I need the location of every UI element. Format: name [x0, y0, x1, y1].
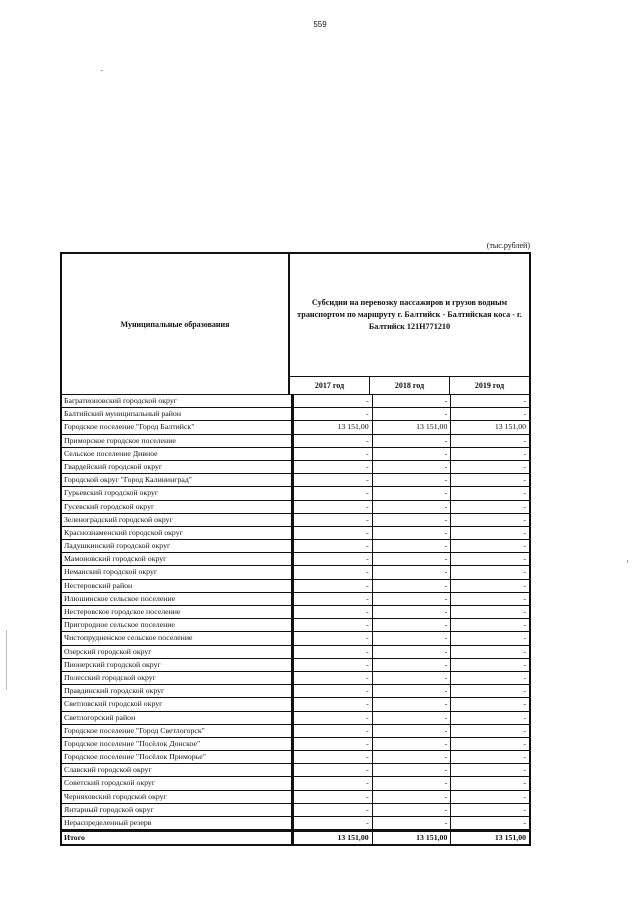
value-cell: - — [293, 632, 372, 644]
municipality-name: Нестеровский район — [62, 580, 293, 592]
value-cell: - — [372, 501, 451, 513]
table-row — [62, 777, 529, 790]
municipality-name: Озерский городской округ — [62, 646, 293, 658]
year-header-2017: 2017 год — [314, 381, 345, 390]
value-cell: - — [450, 580, 529, 592]
value-cell: - — [372, 632, 451, 644]
value-cell: - — [372, 712, 451, 724]
value-cell: 13 151,00 — [372, 832, 451, 844]
table-row — [62, 764, 529, 777]
municipality-name: Черняховский городской округ — [62, 791, 293, 803]
value-cell: - — [450, 751, 529, 763]
municipality-name: Гвардейский городской округ — [62, 461, 293, 473]
value-cell: - — [372, 698, 451, 710]
table-row — [62, 580, 529, 593]
value-cell: 13 151,00 — [293, 421, 372, 433]
value-cell: - — [450, 514, 529, 526]
municipality-name: Чистопрудненское сельское поселение — [62, 632, 293, 644]
value-cell: - — [372, 725, 451, 737]
value-cell: - — [450, 540, 529, 552]
value-cell: - — [372, 448, 451, 460]
value-cell: - — [293, 685, 372, 697]
value-cell: - — [293, 817, 372, 829]
table-row — [62, 672, 529, 685]
value-cell: - — [450, 646, 529, 658]
table-row — [62, 540, 529, 553]
value-cell: - — [372, 685, 451, 697]
value-cell: - — [293, 659, 372, 671]
value-cell: - — [372, 672, 451, 684]
table-row — [62, 791, 529, 804]
municipality-name: Городское поселение "Город Светлогорск" — [62, 725, 293, 737]
value-cell: - — [450, 685, 529, 697]
table-row — [62, 566, 529, 579]
value-cell: - — [293, 514, 372, 526]
value-cell: - — [450, 408, 529, 420]
municipality-name: Илюшинское сельское поселение — [62, 593, 293, 605]
total-row — [62, 830, 529, 844]
table-row — [62, 751, 529, 764]
value-cell: - — [372, 566, 451, 578]
table-row — [62, 646, 529, 659]
value-cell: - — [372, 527, 451, 539]
value-cell: - — [293, 553, 372, 565]
table-body — [62, 395, 529, 844]
table-row — [62, 659, 529, 672]
municipality-name: Янтарный городской округ — [62, 804, 293, 816]
table-row — [62, 501, 529, 514]
value-cell: - — [450, 593, 529, 605]
value-cell: - — [372, 553, 451, 565]
value-cell: - — [293, 606, 372, 618]
municipality-name: Светловский городской округ — [62, 698, 293, 710]
value-cell: - — [450, 725, 529, 737]
value-cell: - — [372, 580, 451, 592]
value-cell: - — [293, 725, 372, 737]
year-header-2018: 2018 год — [369, 377, 449, 394]
value-cell: - — [372, 540, 451, 552]
value-cell: - — [450, 764, 529, 776]
municipality-name: Гурьевский городской округ — [62, 487, 293, 499]
year-headers — [290, 377, 529, 394]
value-cell: - — [293, 751, 372, 763]
value-cell: - — [450, 632, 529, 644]
value-cell: - — [372, 395, 451, 407]
municipality-name: Ладушкинский городской округ — [62, 540, 293, 552]
value-cell: - — [450, 817, 529, 829]
value-cell: - — [450, 698, 529, 710]
municipality-name: Городское поселение "Посёлок Приморье" — [62, 751, 293, 763]
table-row — [62, 421, 529, 434]
value-cell: - — [372, 764, 451, 776]
municipality-name: Итого — [62, 832, 293, 844]
value-cell: - — [450, 672, 529, 684]
value-cell: - — [372, 487, 451, 499]
value-cell: - — [293, 791, 372, 803]
municipality-name: Полесский городской округ — [62, 672, 293, 684]
municipality-name: Нестеровское городское поселение — [62, 606, 293, 618]
value-cell: - — [450, 712, 529, 724]
table-header — [62, 254, 529, 395]
units-label: (тыс.рублей) — [486, 241, 530, 250]
value-cell: 13 151,00 — [372, 421, 451, 433]
municipality-name: Советский городской округ — [62, 777, 293, 789]
municipality-name: Приморское городское поселение — [62, 435, 293, 447]
municipality-name: Славский городской округ — [62, 764, 293, 776]
value-cell: - — [293, 593, 372, 605]
municipality-name: Правдинский городской округ — [62, 685, 293, 697]
value-cell: - — [372, 804, 451, 816]
value-cell: - — [450, 606, 529, 618]
subsidy-table — [60, 252, 531, 846]
value-cell: - — [372, 514, 451, 526]
page-number: 559 — [313, 20, 327, 29]
municipality-name: Городское поселение "Город Балтийск" — [62, 421, 293, 433]
value-cell: - — [450, 619, 529, 631]
value-cell: - — [450, 501, 529, 513]
municipality-name: Сельское поселение Дивное — [62, 448, 293, 460]
value-cell: - — [293, 777, 372, 789]
municipality-name: Пригородное сельское поселение — [62, 619, 293, 631]
subsidy-column-header: Субсидии на перевозку пассажиров и грузов водным транспортом по маршруту г. Балтийск - Балтийская коса - г. Балтийск 121Н771210 — [290, 254, 529, 377]
value-cell: 13 151,00 — [450, 832, 529, 844]
municipality-name: Неманский городской округ — [62, 566, 293, 578]
municipality-name: Гусевский городской округ — [62, 501, 293, 513]
value-cell: - — [450, 804, 529, 816]
value-cell: - — [450, 738, 529, 750]
value-cell: - — [450, 566, 529, 578]
value-cell: - — [372, 408, 451, 420]
value-cell: - — [293, 804, 372, 816]
value-cell: - — [450, 487, 529, 499]
value-cell: - — [372, 659, 451, 671]
value-cell: - — [450, 791, 529, 803]
table-row — [62, 685, 529, 698]
value-cell: - — [372, 791, 451, 803]
value-cell: - — [293, 580, 372, 592]
value-cell: - — [293, 738, 372, 750]
municipality-name: Балтийский муниципальный район — [62, 408, 293, 420]
value-cell: - — [293, 527, 372, 539]
scan-mark — [101, 70, 103, 71]
value-cell: - — [293, 646, 372, 658]
table-row — [62, 593, 529, 606]
municipality-name: Нераспределенный резерв — [62, 817, 293, 829]
value-cell: - — [372, 606, 451, 618]
value-cell: - — [372, 738, 451, 750]
value-cell: - — [293, 408, 372, 420]
value-cell: - — [293, 501, 372, 513]
municipal-column-header: Муниципальные образования — [62, 254, 290, 394]
value-cell: - — [450, 474, 529, 486]
value-cell: - — [293, 487, 372, 499]
value-cell: - — [450, 659, 529, 671]
value-cell: - — [293, 474, 372, 486]
value-cell: - — [372, 619, 451, 631]
value-cell: - — [293, 461, 372, 473]
value-cell: - — [293, 435, 372, 447]
value-cell: - — [450, 527, 529, 539]
table-row — [62, 487, 529, 500]
value-cell: - — [293, 672, 372, 684]
value-cell: - — [372, 646, 451, 658]
table-row — [62, 698, 529, 711]
table-row — [62, 619, 529, 632]
value-cell: - — [293, 764, 372, 776]
municipality-name: Светлогорский район — [62, 712, 293, 724]
value-cell: - — [450, 777, 529, 789]
value-cell: - — [372, 474, 451, 486]
table-row — [62, 448, 529, 461]
value-cell: - — [372, 817, 451, 829]
municipality-name: Городской округ "Город Калининград" — [62, 474, 293, 486]
value-cell: - — [293, 540, 372, 552]
table-row — [62, 461, 529, 474]
table-row — [62, 527, 529, 540]
table-row — [62, 712, 529, 725]
table-row — [62, 474, 529, 487]
table-row — [62, 553, 529, 566]
table-row — [62, 408, 529, 421]
year-header-2019: 2019 год — [449, 377, 529, 394]
value-cell: - — [450, 395, 529, 407]
municipality-name: Мамоновский городской округ — [62, 553, 293, 565]
value-cell: - — [293, 698, 372, 710]
municipality-name: Городское поселение "Посёлок Донское" — [62, 738, 293, 750]
value-cell: 13 151,00 — [450, 421, 529, 433]
value-cell: - — [450, 553, 529, 565]
table-row — [62, 514, 529, 527]
value-cell: - — [372, 435, 451, 447]
municipality-name: Зеленоградский городской округ — [62, 514, 293, 526]
value-cell: - — [293, 566, 372, 578]
value-cell: 13 151,00 — [293, 832, 372, 844]
value-cell: - — [293, 619, 372, 631]
table-row — [62, 435, 529, 448]
municipality-name: Пионерский городской округ — [62, 659, 293, 671]
value-cell: - — [293, 448, 372, 460]
table-row — [62, 395, 529, 408]
municipality-name: Краснознаменский городской округ — [62, 527, 293, 539]
value-cell: - — [450, 461, 529, 473]
value-cell: - — [372, 461, 451, 473]
value-cell: - — [372, 593, 451, 605]
table-row — [62, 804, 529, 817]
table-row — [62, 606, 529, 619]
value-cell: - — [293, 395, 372, 407]
scan-mark — [627, 560, 628, 563]
value-cell: - — [293, 712, 372, 724]
municipality-name: Багратионовский городской округ — [62, 395, 293, 407]
value-cell: - — [450, 448, 529, 460]
value-cell: - — [450, 435, 529, 447]
table-row — [62, 725, 529, 738]
table-row — [62, 632, 529, 645]
value-cell: - — [372, 751, 451, 763]
table-row — [62, 817, 529, 830]
scan-mark — [6, 630, 7, 690]
value-cell: - — [372, 777, 451, 789]
table-row — [62, 738, 529, 751]
